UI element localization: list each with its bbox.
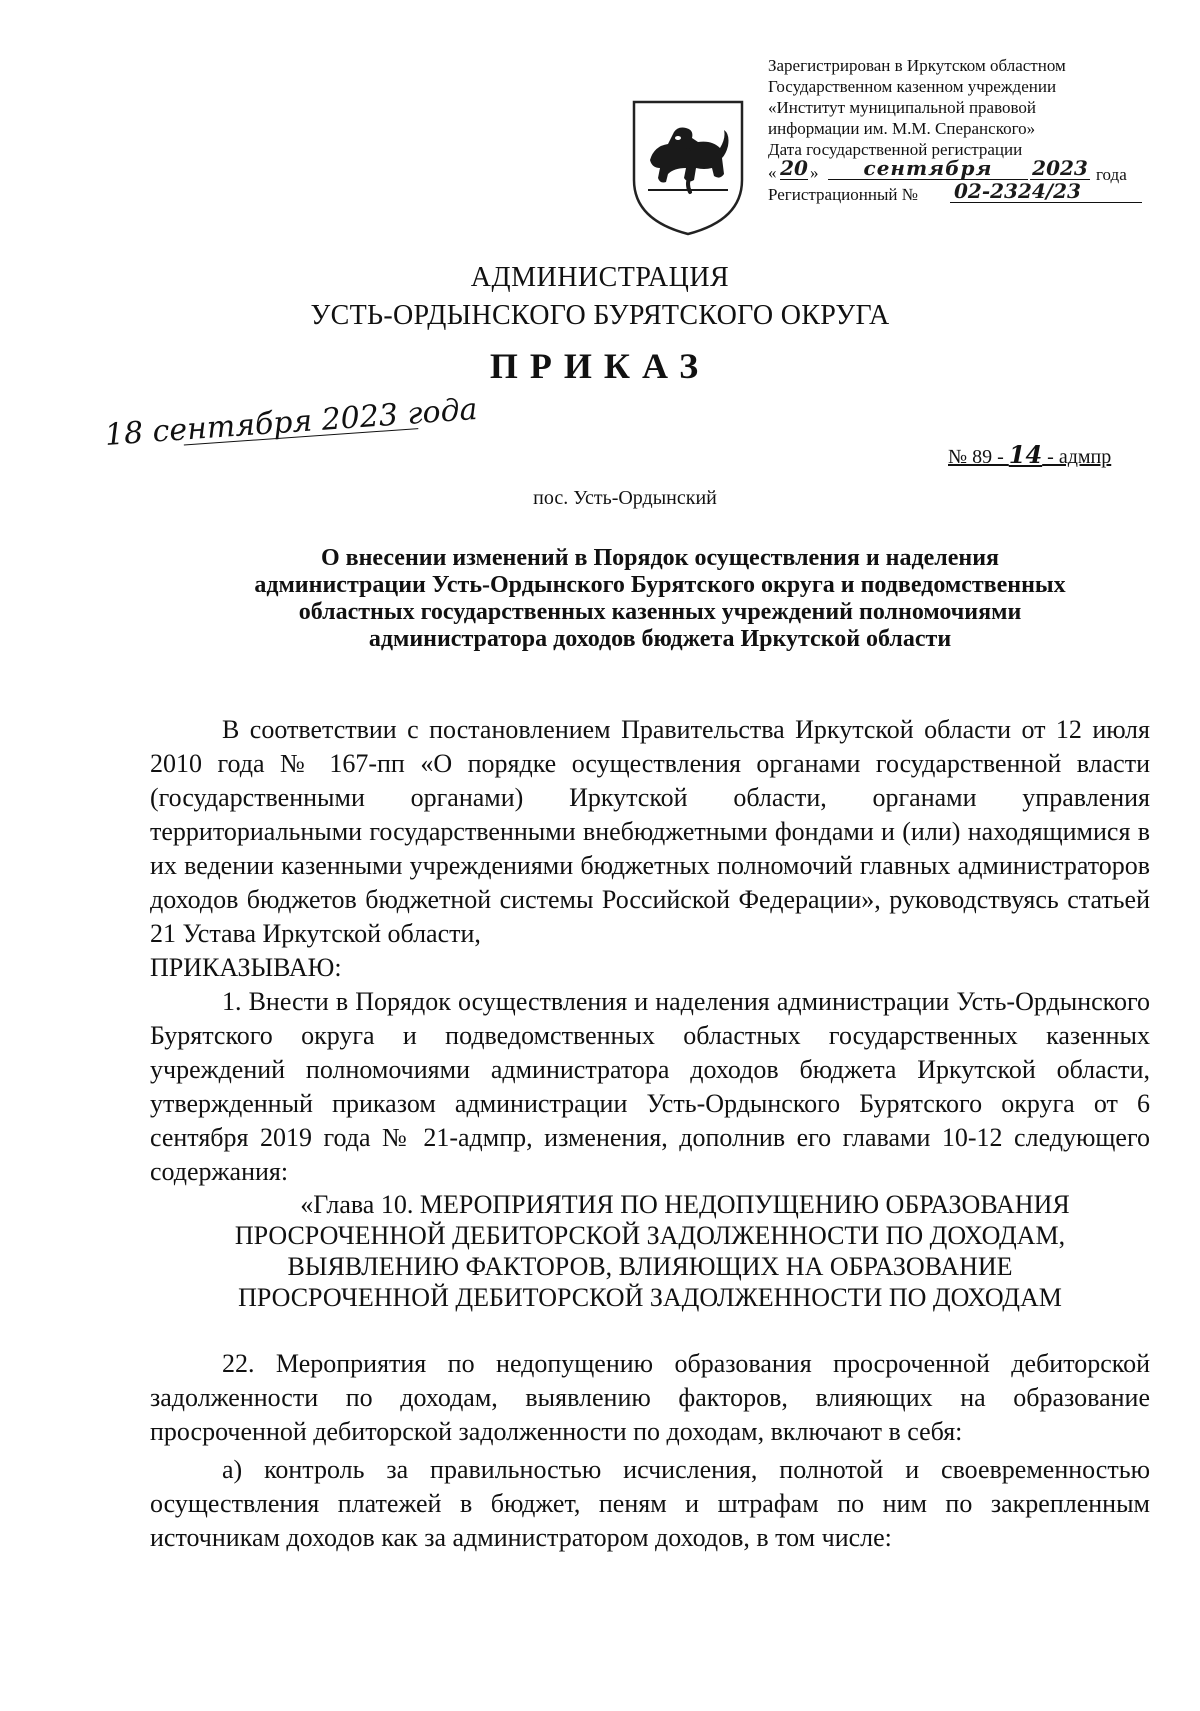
registration-year-suffix: года — [1096, 165, 1127, 184]
registration-line: Государственном казенном учреждении — [768, 77, 1057, 96]
item-1-paragraph: 1. Внести в Порядок осуществления и наделения администрации Усть-Ордынского Бурятского округа и подведомственных областных государственных казенных учреждений полномочиями администратора доходов бюджета Иркутской области, утвержденный приказом администрации Усть-Ордынского Бурятского округа от 6 сентября 2019 года № 21-адмпр, изменения, дополнив его главами 10-12 следующего содержания: — [150, 987, 1150, 1186]
document-type: ПРИКАЗ — [489, 346, 711, 386]
title-line: областных государственных казенных учреждений полномочиями — [298, 599, 1022, 625]
item-a-paragraph: а) контроль за правильностью исчисления, полнотой и своевременностью осуществления платежей в бюджет, пеням и штрафам по ним по закрепленным источникам доходов как за администратором доходов, в том числе: — [150, 1455, 1150, 1552]
document-place: пос. Усть-Ордынский — [533, 487, 717, 509]
number-prefix: № 89 - — [948, 446, 1009, 468]
document-title — [160, 545, 1160, 653]
orders-heading: ПРИКАЗЫВАЮ: — [150, 953, 342, 982]
chapter-heading-line: «Глава 10. МЕРОПРИЯТИЯ ПО НЕДОПУЩЕНИЮ ОБРАЗОВАНИЯ — [300, 1190, 1070, 1219]
chapter-heading-line: ПРОСРОЧЕННОЙ ДЕБИТОРСКОЙ ЗАДОЛЖЕННОСТИ ПО ДОХОДАМ, — [234, 1221, 1066, 1250]
document-body — [150, 713, 1150, 1555]
chapter-heading-line: ПРОСРОЧЕННОЙ ДЕБИТОРСКОЙ ЗАДОЛЖЕННОСТИ ПО ДОХОДАМ — [238, 1283, 1062, 1312]
number-handwritten: 14 — [1008, 440, 1043, 469]
chapter-heading-line: ВЫЯВЛЕНИЮ ФАКТОРОВ, ВЛИЯЮЩИХ НА ОБРАЗОВАНИЕ — [287, 1252, 1013, 1281]
registration-line: информации им. М.М. Сперанского» — [768, 119, 1036, 138]
registration-line: Зарегистрирован в Иркутском областном — [768, 56, 1066, 75]
number-suffix: - адмпр — [1042, 446, 1112, 468]
title-line: администрации Усть-Ордынского Бурятского округа и подведомственных — [254, 572, 1066, 598]
registration-year: 2023 — [1030, 158, 1090, 180]
title-line: администратора доходов бюджета Иркутской области — [368, 626, 952, 652]
item-22-paragraph: 22. Мероприятия по недопущению образования просроченной дебиторской задолженности по доходам, выявлению факторов, влияющих на образование просроченной дебиторской задолженности по доходам, включают в себя: — [150, 1349, 1150, 1446]
coat-of-arms-babr-icon — [628, 98, 748, 238]
registration-number: 02-2324/23 — [950, 181, 1142, 203]
registration-number-label: Регистрационный № — [768, 185, 918, 204]
title-line: О внесении изменений в Порядок осуществления и наделения — [320, 545, 1000, 571]
registration-day: 20 — [780, 156, 808, 180]
document-date-handwritten: 18 сентября 2023 года — [103, 392, 479, 453]
registration-line: «Институт муниципальной правовой — [768, 98, 1037, 117]
registration-stamp — [768, 55, 1148, 208]
chapter-10-heading — [150, 1189, 1150, 1313]
document-number — [948, 440, 1111, 469]
quote-close: » — [810, 163, 819, 182]
preamble-paragraph: В соответствии с постановлением Правительства Иркутской области от 12 июля 2010 года № 167-пп «О порядке осуществления органами государственной власти (государственными органами) Иркутской области, органами управления территориальными государственными внебюджетными фондами и (или) находящимися в их ведении казенными учреждениями бюджетных полномочий главных администраторов доходов бюджетов бюджетной системы Российской Федерации», руководствуясь статьей 21 Устава Иркутской области, — [150, 715, 1150, 948]
registration-month: сентября — [828, 158, 1028, 180]
registration-line: Дата государственной регистрации — [768, 140, 1023, 159]
document-date — [104, 392, 479, 453]
quote-open: « — [768, 163, 777, 182]
org-name-line1: АДМИНИСТРАЦИЯ — [470, 262, 730, 293]
registration-number-row — [768, 179, 1148, 208]
org-name-line2: УСТЬ-ОРДЫНСКОГО БУРЯТСКОГО ОКРУГА — [310, 300, 890, 331]
